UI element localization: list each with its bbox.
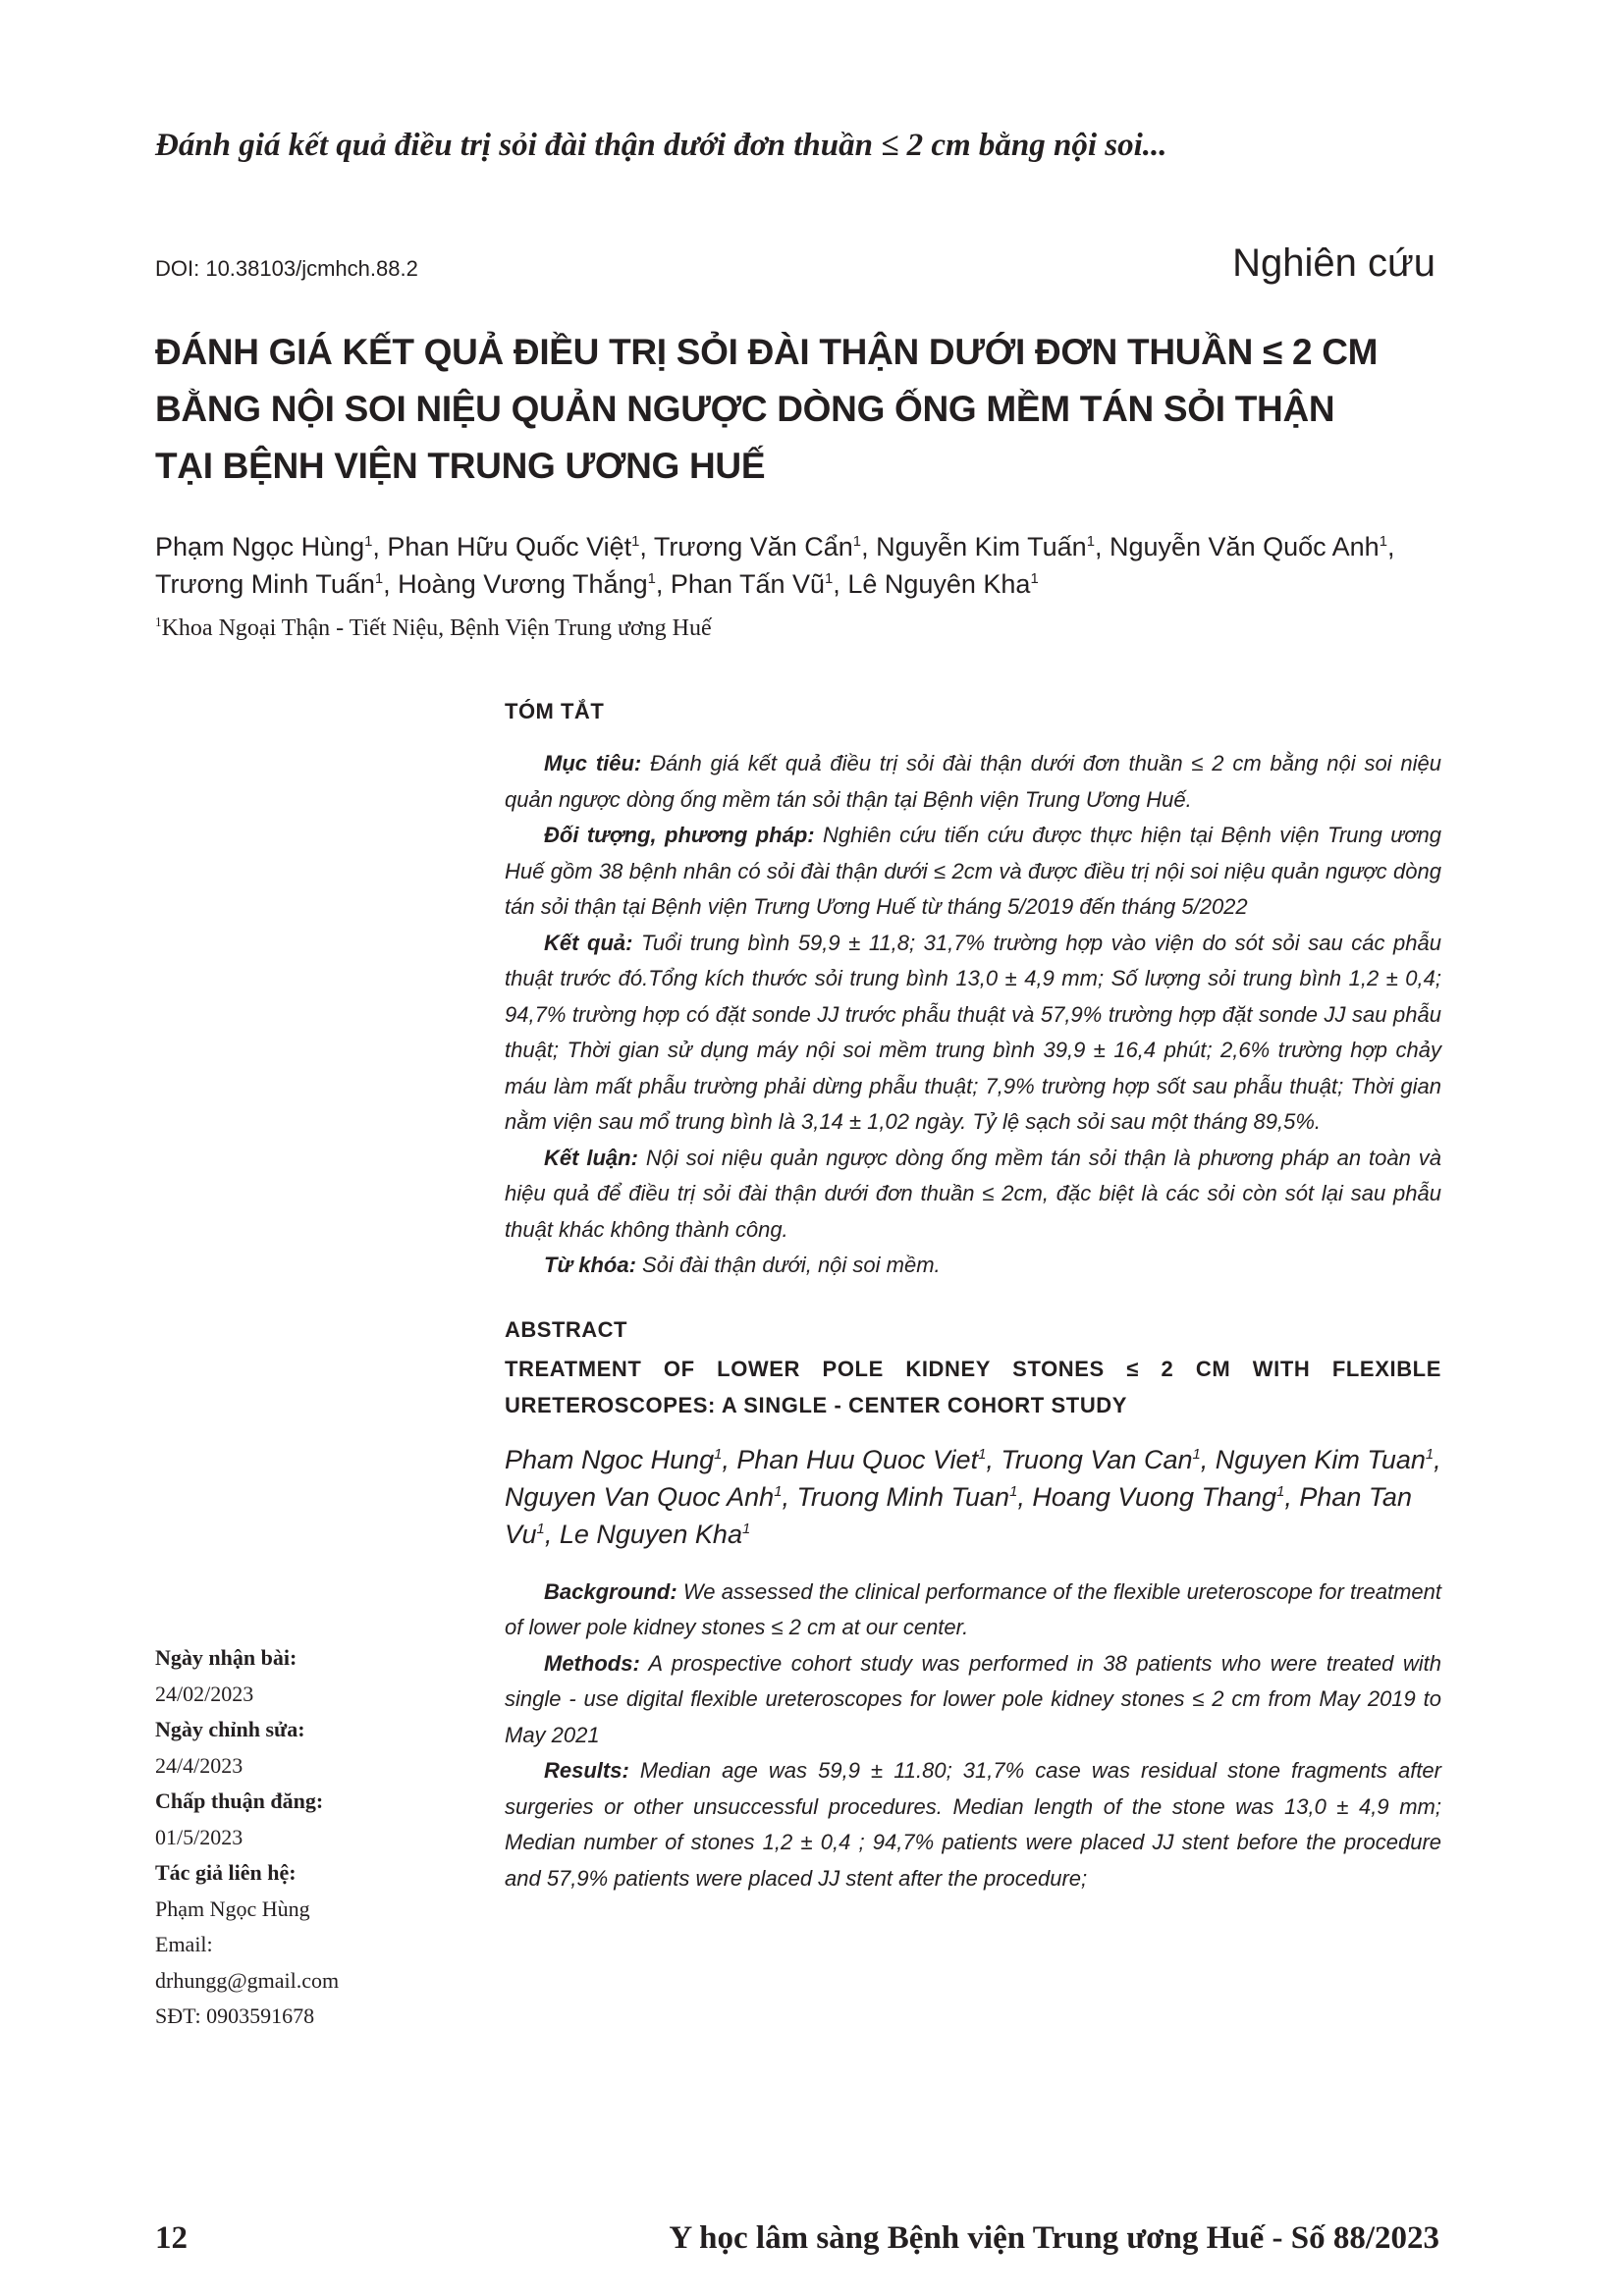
paragraph-text: Đánh giá kết quả điều trị sỏi đài thận dưới đơn thuần ≤ 2 cm bằng nội soi niệu quản ngược dòng ống mềm tán sỏi thận tại Bệnh viện Trung Ương Huế. <box>505 751 1441 812</box>
tomtat-body <box>505 746 1441 1284</box>
author-affiliation-marker: 1 <box>774 1483 783 1500</box>
abstract-title: TREATMENT OF LOWER POLE KIDNEY STONES ≤ 2 CM WITH FLEXIBLE URETEROSCOPES: A SINGLE - CENTER COHORT STUDY <box>505 1356 1441 1417</box>
page-number: 12 <box>155 2220 188 2256</box>
author-affiliation-marker: 1 <box>741 1521 751 1537</box>
author-affiliation-marker: 1 <box>1425 1446 1435 1463</box>
affiliation <box>155 615 712 642</box>
doi: DOI: 10.38103/jcmhch.88.2 <box>155 256 418 281</box>
affiliation-text: Khoa Ngoại Thận - Tiết Niệu, Bệnh Viện Trung ương Huế <box>161 615 712 641</box>
author-list-en: Pham Ngoc Hung$^1$, Phan Huu Quoc Viet$^1$, Truong Van Can$^1$, Nguyen Kim Tuan$^1$, Nguyen Van Quoc Anh$^1$, Truong Minh Tuan$^1$, Hoang Vuong Thang$^1$, Phan Tan Vu$^1$, Le Nguyen Kha$^1$ <box>505 1444 1441 1549</box>
author-name: Nguyen Van Quoc Anh <box>505 1481 775 1512</box>
author-name: Truong Minh Tuan <box>796 1481 1010 1512</box>
author-affiliation-marker: 1 <box>1192 1446 1201 1463</box>
author-list: Phạm Ngọc Hùng$^1$, Phan Hữu Quốc Việt$^1$, Trương Văn Cẩn$^1$, Nguyễn Kim Tuấn$^1$, Nguyễn Văn Quốc Anh$^1$, Trương Minh Tuấn$^1$, Hoàng Vương Thắng$^1$, Phan Tấn $Vũ^1$, Lê Nguyên Kha$^1$ <box>155 532 1395 599</box>
author-affiliation-marker: 1 <box>1379 534 1387 550</box>
paragraph-text: Sỏi đài thận dưới, nội soi mềm. <box>635 1253 941 1277</box>
journal-footer: Y học lâm sàng Bệnh viện Trung ương Huế - Số 88/2023 <box>669 2220 1439 2256</box>
paragraph <box>505 746 1441 818</box>
affiliation-marker: 1 <box>155 614 162 629</box>
author-affiliation-marker: 1 <box>1086 534 1095 550</box>
author-name: Hoàng Vương Thắng <box>398 569 648 599</box>
running-header: Đánh giá kết quả điều trị sỏi đài thận dưới đơn thuần ≤ 2 cm bằng nội soi... <box>155 128 1167 163</box>
author-affiliation-marker: 1 <box>825 571 834 587</box>
paragraph-label: Từ khóa: <box>544 1253 636 1277</box>
article-info-sidebar <box>155 1640 450 2035</box>
paragraph <box>505 1575 1441 1646</box>
author-name: Phạm Ngọc Hùng <box>155 532 365 561</box>
sidebar-value: Phạm Ngọc Hùng <box>155 1896 310 1921</box>
paragraph <box>505 818 1441 926</box>
abstract-body <box>505 1575 1441 1897</box>
author-name: Nguyen Kim Tuan <box>1215 1444 1426 1474</box>
paragraph-text: Nội soi niệu quản ngược dòng ống mềm tán sỏi thận là phương pháp an toàn và hiệu quả để điều trị sỏi đài thận dưới đơn thuần ≤ 2cm, đặc biệt là các sỏi còn sót lại sau phẫu thuật khác không thành công. <box>505 1145 1441 1242</box>
author-affiliation-marker: 1 <box>978 1446 987 1463</box>
author-affiliation-marker: 1 <box>1276 1483 1285 1500</box>
sidebar-label: Ngày nhận bài: <box>155 1645 298 1670</box>
sidebar-value: 24/4/2023 <box>155 1752 244 1778</box>
paragraph <box>505 1646 1441 1754</box>
paragraph-label: Đối tượng, phương pháp: <box>544 823 815 847</box>
paragraph-label: Methods: <box>544 1650 640 1676</box>
author-affiliation-marker: 1 <box>852 534 862 550</box>
author-name: Lê Nguyên Kha <box>847 569 1031 599</box>
author-name: Trương Minh Tuấn <box>155 569 375 599</box>
author-affiliation-marker: 1 <box>536 1521 545 1537</box>
title-line: TẠI BỆNH VIỆN TRUNG ƯƠNG HUẾ <box>155 446 766 486</box>
author-affiliation-marker: 1 <box>714 1446 723 1463</box>
abstract-heading: ABSTRACT <box>505 1316 627 1342</box>
author-name: Hoang Vuong Thang <box>1032 1481 1277 1512</box>
paragraph-text: Median age was 59,9 ± 11.80; 31,7% case was residual stone fragments after surgeries or other unsuccessful procedures. Median length of the stone was 13,0 ± 4,9 mm; Median number of stones 1,2 ± 0,4 ; 94,7% patients were placed JJ stent before the procedure and 57,9% patients were placed JJ stent after the procedure; <box>505 1758 1441 1891</box>
author-affiliation-marker: 1 <box>1030 571 1039 587</box>
author-name: Phan Tan Vu <box>505 1481 1412 1549</box>
author-name: Nguyễn Kim Tuấn <box>876 532 1087 561</box>
tomtat-heading: TÓM TẮT <box>505 699 605 723</box>
article-category: Nghiên cứu <box>1232 241 1435 285</box>
author-affiliation-marker: 1 <box>631 534 640 550</box>
paragraph-text: Nghiên cứu tiến cứu được thực hiện tại Bệnh viện Trung ương Huế gồm 38 bệnh nhân có sỏi đài thận dưới ≤ 2cm và được điều trị nội soi niệu quản ngược dòng tán sỏi thận tại Bệnh viện Trưng Ương Huế từ tháng 5/2019 đến tháng 5/2022 <box>505 823 1441 919</box>
sidebar-value: 24/02/2023 <box>155 1681 254 1706</box>
author-name: Phan Hữu Quốc Việt <box>387 532 632 561</box>
paragraph-label: Mục tiêu: <box>544 751 642 775</box>
author-affiliation-marker: 1 <box>364 534 373 550</box>
sidebar-value: 01/5/2023 <box>155 1824 244 1849</box>
article-title <box>155 324 1435 495</box>
paragraph-text: We assessed the clinical performance of the flexible ureteroscope for treatment of lower pole kidney stones ≤ 2 cm at our center. <box>505 1578 1441 1639</box>
author-name: Nguyễn Văn Quốc Anh <box>1109 532 1380 561</box>
sidebar-label: Ngày chỉnh sửa: <box>155 1717 305 1741</box>
sidebar-label: Chấp thuận đăng: <box>155 1789 324 1813</box>
paragraph <box>505 1753 1441 1896</box>
author-name: Trương Văn Cẩn <box>653 532 853 561</box>
author-name: Phan Tấn Vũ <box>670 569 826 599</box>
sidebar-label: Tác giả liên hệ: <box>155 1860 297 1885</box>
sidebar-value: Email: <box>155 1932 213 1956</box>
sidebar-value: drhungg@gmail.com <box>155 1967 340 1993</box>
author-affiliation-marker: 1 <box>1009 1483 1018 1500</box>
paragraph-text: Tuổi trung bình 59,9 ± 11,8; 31,7% trường hợp vào viện do sót sỏi sau các phẫu thuật trước đó.Tổng kích thước sỏi trung bình 13,0 ± 4,9 mm; Số lượng sỏi trung bình 1,2 ± 0,4; 94,7% trường hợp có đặt sonde JJ trước phẫu thuật và 57,9% trường hợp đặt sonde JJ sau phẫu thuật; Thời gian sử dụng máy nội soi mềm trung bình 39,9 ± 16,4 phút; 2,6% trường hợp chảy máu làm mất phẫu trường phải dừng phẫu thuật; 7,9% trường hợp sốt sau phẫu thuật; Thời gian nằm viện sau mổ trung bình là 3,14 ± 1,02 ngày. Tỷ lệ sạch sỏi sau một tháng 89,5%. <box>505 930 1441 1134</box>
title-line: BẰNG NỘI SOI NIỆU QUẢN NGƯỢC DÒNG ỐNG MỀM TÁN SỎI THẬN <box>155 389 1335 429</box>
paragraph <box>505 1248 1441 1284</box>
author-name: Pham Ngoc Hung <box>505 1444 715 1474</box>
author-name: Truong Van Can <box>1001 1444 1193 1474</box>
sidebar-value: SĐT: 0903591678 <box>155 2003 315 2028</box>
paragraph-text: A prospective cohort study was performed in 38 patients who were treated with single - use digital flexible ureteroscopes for lower pole kidney stones ≤ 2 cm from May 2019 to May 2021 <box>505 1650 1441 1747</box>
paragraph-label: Kết quả: <box>544 930 633 955</box>
paragraph-label: Kết luận: <box>544 1145 638 1170</box>
author-name: Le Nguyen Kha <box>559 1519 742 1549</box>
author-affiliation-marker: 1 <box>374 571 384 587</box>
paragraph-label: Background: <box>544 1578 677 1604</box>
paragraph <box>505 1141 1441 1249</box>
paragraph-label: Results: <box>544 1758 629 1783</box>
paragraph <box>505 926 1441 1141</box>
author-name: Phan Huu Quoc Viet <box>736 1444 979 1474</box>
title-line: ĐÁNH GIÁ KẾT QUẢ ĐIỀU TRỊ SỎI ĐÀI THẬN DƯỚI ĐƠN THUẦN ≤ 2 CM <box>155 332 1379 372</box>
author-affiliation-marker: 1 <box>647 571 656 587</box>
abstract-column <box>505 699 1441 1896</box>
